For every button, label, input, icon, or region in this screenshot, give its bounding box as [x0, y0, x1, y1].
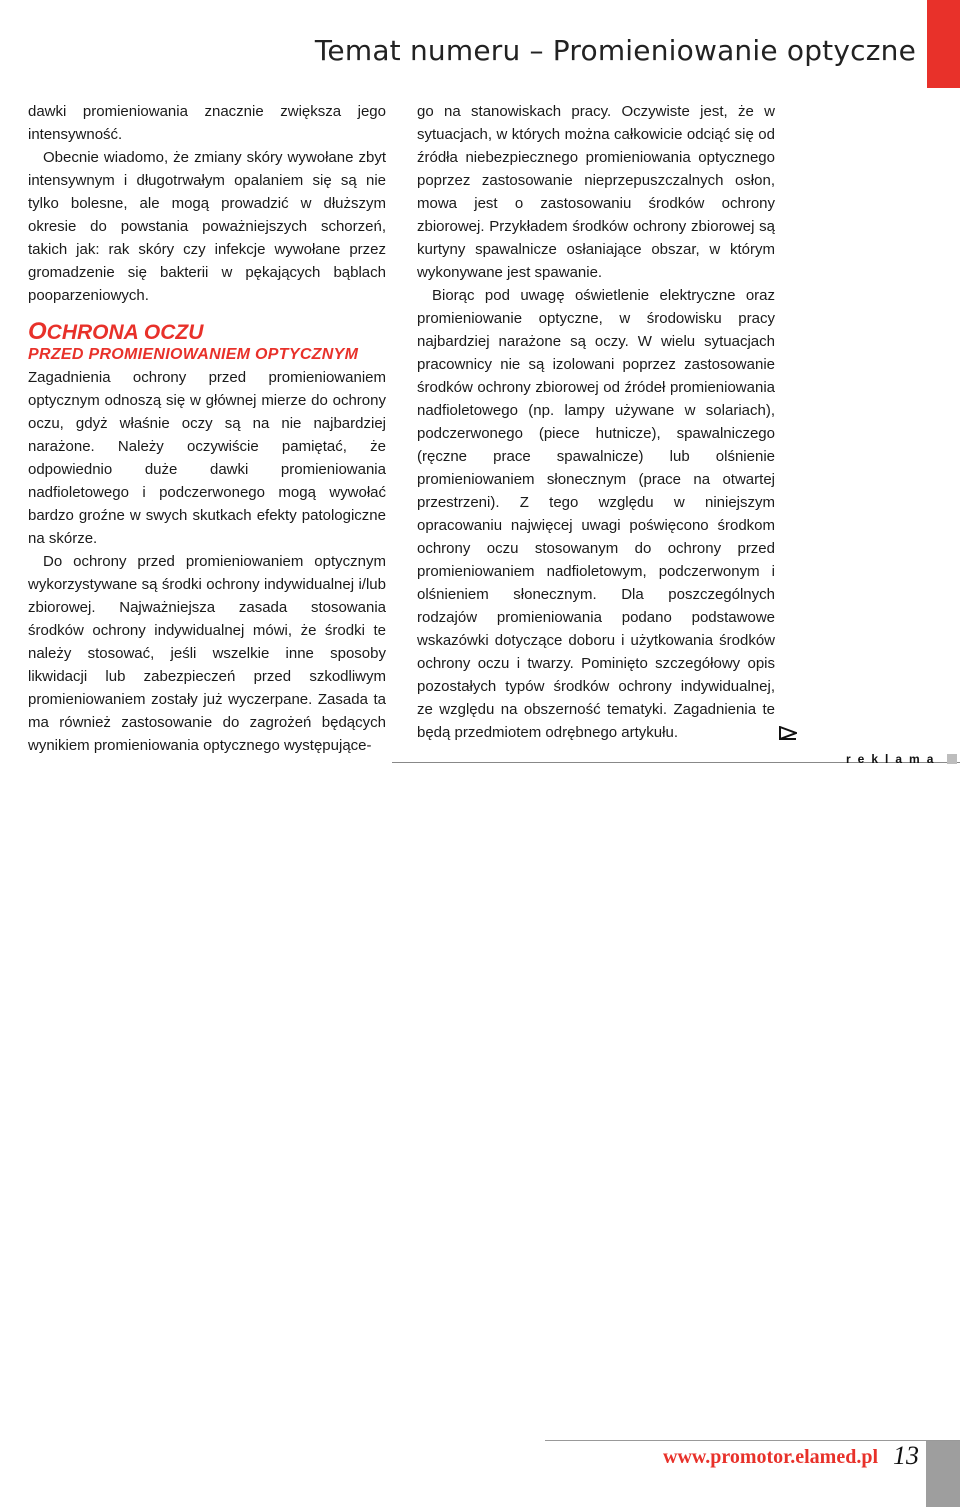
section-heading: [28, 318, 386, 366]
left-paragraph-1: dawki promieniowania znacznie zwiększa jego intensywność.: [28, 103, 386, 143]
advertisement-label: reklama: [846, 752, 941, 766]
section-heading-line-2: PRZED PROMIENIOWANIEM OPTYCZNYM: [28, 346, 359, 363]
header-red-tab: [927, 0, 960, 88]
right-paragraph-1: go na stanowiskach pracy. Oczywiste jest, że w sytuacjach, w których można całkowicie odciąć się od źródła niebezpiecznego promieniowania optycznego poprzez zastosowanie nieprzepuszczalnych osłon, mowa jest o zastosowaniu środków ochrony zbiorowej. Przykładem środków ochrony zbiorowej są kurtyny spawalnicze osłaniające obszar, w którym wykonywane jest spawanie.: [417, 103, 775, 281]
advertisement-marker: [947, 754, 957, 764]
section-heading-line-1-text: CHRONA OCZU: [46, 321, 204, 344]
left-column: [28, 100, 386, 757]
footer-grey-tab: [926, 1441, 960, 1507]
page-header-title: Temat numeru – Promieniowanie optyczne: [314, 34, 916, 67]
right-paragraph-2: Biorąc pod uwagę oświetlenie elektryczne oraz promieniowanie optyczne, w środowisku pracy najbardziej narażone są oczy. W wielu sytuacjach pracownicy nie są izolowani poprzez zastosowanie środków ochrony zbiorowej od źródeł promieniowania nadfioletowego (np. lampy używane w solariach), podczerwonego (piece hutnicze), spawalniczego (ręczne prace spawalnicze) lub olśnienie promieniowaniem słonecznym (prace na otwartej przestrzeni). Z tego względu w niniejszym opracowaniu najwięcej uwagi poświęcono środkom ochrony oczu stosowanym do ochrony przed promieniowaniem nadfioletowym, podczerwonym i olśnieniem słonecznym. Dla poszczególnych rodzajów promieniowania podano podstawowe wskazówki dotyczące doboru i użytkowania środków ochrony oczu i twarzy. Pominięto szczegółowy opis pozostałych typów środków ochrony indywidualnej, ze względu na obszerność tematyki. Zagadnienia te będą przedmiotem odrębnego artykułu.: [417, 287, 775, 741]
right-column: [417, 100, 775, 744]
section-heading-initial: O: [28, 318, 47, 345]
section-heading-line-1: [28, 318, 386, 345]
footer-website-link[interactable]: www.promotor.elamed.pl: [663, 1446, 878, 1468]
left-paragraph-3: Zagadnienia ochrony przed promieniowaniem optycznym odnoszą się w głównej mierze do ochrony oczu, gdyż właśnie oczy są na nie najbardziej narażone. Należy oczywiście pamiętać, że odpowiednio duże dawki promieniowania nadfioletowego i podczerwonego mogą wywołać bardzo groźne w swych skutkach efekty patologiczne na skórze.: [28, 369, 386, 547]
left-paragraph-4: Do ochrony przed promieniowaniem optycznym wykorzystywane są środki ochrony indywidualnej i/lub zbiorowej. Najważniejsza zasada stosowania środków ochrony indywidualnej mówi, że środki te należy stosować, jeśli wszelkie inne sposoby likwidacji lub zabezpieczeń przed szkodliwym promieniowaniem zostały już wyczerpane. Zasada ta ma również zastosowanie do zagrożeń będących wynikiem promieniowania optycznego występujące-: [28, 553, 386, 754]
left-paragraph-2: Obecnie wiadomo, że zmiany skóry wywołane zbyt intensywnym i długotrwałym opalaniem się są nie tylko bolesne, ale mogą prowadzić w dłuższym okresie do powstania poważniejszych schorzeń, takich jak: rak skóry czy infekcje wywołane przez gromadzenie się bakterii w pękających bąblach pooparzeniowych.: [28, 149, 386, 304]
triangle-arrow-right-icon: [779, 726, 797, 740]
page-number: 13: [893, 1441, 919, 1470]
